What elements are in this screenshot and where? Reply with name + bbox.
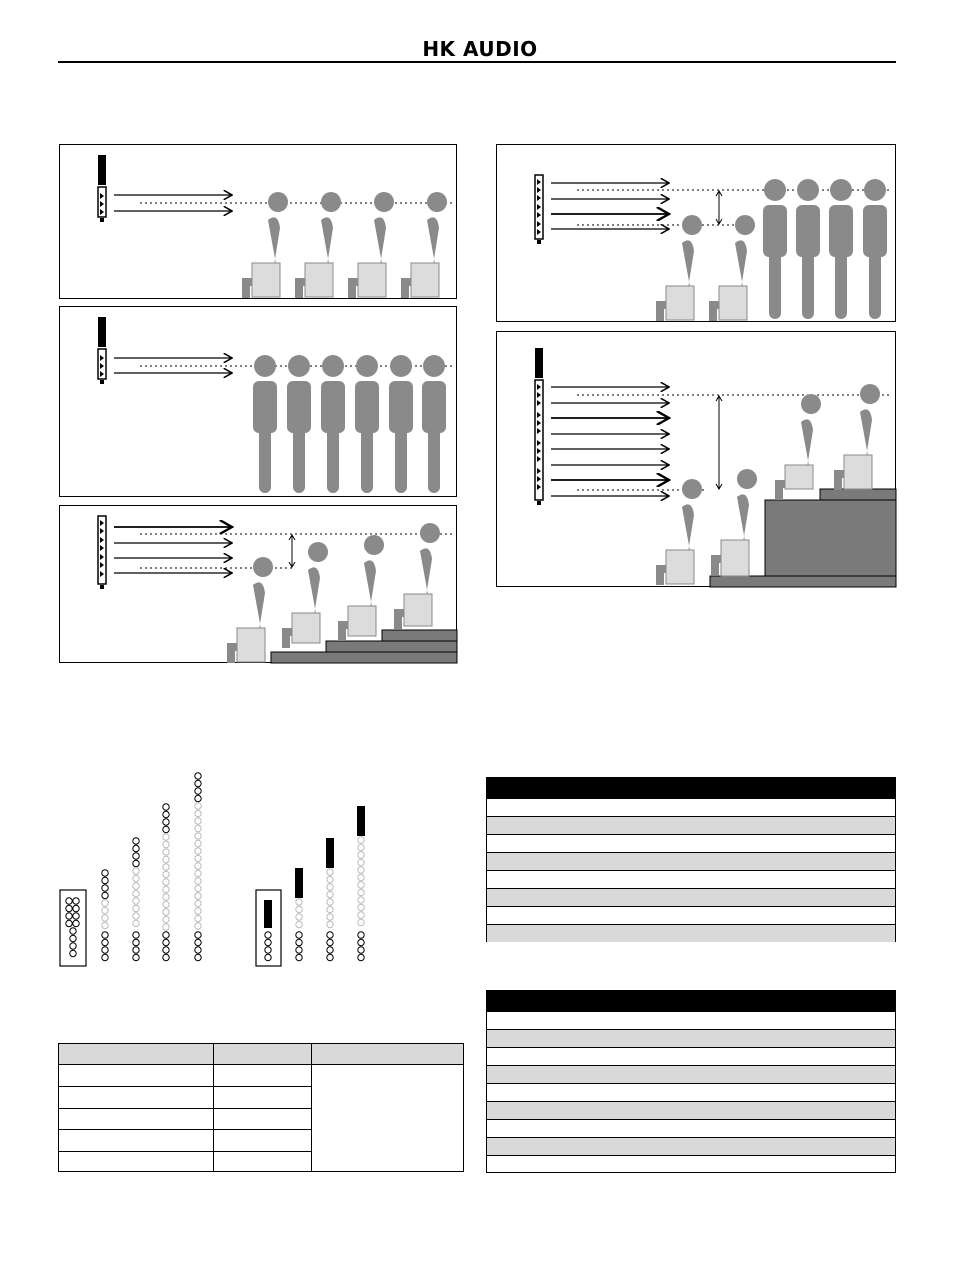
speaker-array-icon [535,175,543,244]
panel-seated-flat [59,144,457,299]
row-divider [59,1129,312,1130]
driver-icon [195,878,201,884]
driver-icon [133,939,139,945]
driver-icon [102,922,108,928]
seated-people [242,192,447,298]
driver-icon [163,947,169,953]
driver-icon [195,855,201,861]
driver-icon [163,856,169,862]
driver-icon [163,909,169,915]
driver-icon [133,954,139,960]
driver-icon [327,884,333,890]
driver-icon [163,901,169,907]
subwoofer-block [326,838,334,868]
table-row [487,870,895,888]
table-row [487,1119,895,1137]
driver-icon [133,853,139,859]
diagram-seated-tiered [60,506,458,664]
driver-icon [327,947,333,953]
driver-icon [133,898,139,904]
spec-table-b [486,990,896,1173]
subwoofer-block [295,868,303,898]
table-row [487,1155,895,1173]
driver-icon [133,860,139,866]
driver-icon [133,947,139,953]
driver-icon [358,867,364,873]
table-row [487,924,895,942]
driver-icon [265,947,271,953]
driver-icon [358,844,364,850]
driver-icon [327,921,333,927]
spec-table-a [486,777,896,942]
driver-icon [66,913,72,919]
driver-icon [296,914,302,920]
table-row [487,834,895,852]
driver-icon [296,921,302,927]
driver-icon [327,914,333,920]
driver-icon [163,932,169,938]
driver-icon [358,904,364,910]
driver-icon [358,837,364,843]
driver-icon [133,932,139,938]
column-config-diagram-a [58,770,228,970]
panel-mixed [496,144,896,322]
driver-icon [195,908,201,914]
driver-icon [163,879,169,885]
driver-icon [163,954,169,960]
driver-icon [327,954,333,960]
driver-icon [133,875,139,881]
driver-icon [195,954,201,960]
driver-icon [163,864,169,870]
driver-icon [73,913,79,919]
standing-people [253,355,446,493]
panel-seated-tiered [59,505,457,663]
driver-icon [102,900,108,906]
table-row [487,1029,895,1047]
driver-icon [163,939,169,945]
diagram-standing-flat [60,307,458,498]
driver-icon [163,834,169,840]
driver-icon [296,954,302,960]
driver-icon [358,932,364,938]
table-header [59,1044,463,1065]
driver-icon [102,939,108,945]
driver-icon [163,826,169,832]
driver-icon [66,905,72,911]
driver-icon [327,876,333,882]
table-header [487,778,895,798]
row-divider [59,1086,312,1087]
driver-icon [195,803,201,809]
speaker-array-icon [98,155,106,222]
driver-icon [163,804,169,810]
driver-icon [133,845,139,851]
driver-icon [195,939,201,945]
driver-icon [102,907,108,913]
driver-icon [70,950,76,956]
driver-icon [195,818,201,824]
table-row [487,1101,895,1119]
logo-text: HK AUDIO [422,37,538,61]
driver-icon [195,780,201,786]
driver-icon [195,825,201,831]
standing-people [763,179,887,319]
row-divider [59,1151,312,1152]
driver-icon [195,788,201,794]
table-row [487,906,895,924]
driver-icon [265,939,271,945]
driver-icon [133,905,139,911]
brand-logo [420,36,540,62]
table-row [487,816,895,834]
table-header [487,991,895,1011]
header-rule [58,61,896,63]
driver-icon [358,852,364,858]
driver-icon [102,947,108,953]
driver-icon [327,891,333,897]
driver-icon [133,913,139,919]
driver-icon [102,877,108,883]
driver-icon [102,885,108,891]
driver-icon [195,773,201,779]
driver-icon [70,928,76,934]
driver-icon [358,954,364,960]
table-row [487,1011,895,1029]
driver-icon [195,915,201,921]
driver-icon [358,874,364,880]
driver-icon [133,868,139,874]
driver-icon [73,898,79,904]
driver-icon [163,871,169,877]
speaker-array-icon [98,516,106,589]
driver-icon [195,885,201,891]
driver-icon [327,939,333,945]
driver-icon [296,906,302,912]
table-row [487,888,895,906]
driver-icon [102,915,108,921]
subwoofer-block [264,900,272,928]
driver-icon [195,870,201,876]
driver-icon [102,954,108,960]
driver-icon [358,912,364,918]
driver-icon [296,947,302,953]
driver-icon [133,890,139,896]
diagram-balcony [497,332,897,588]
driver-icon [327,899,333,905]
driver-icon [195,810,201,816]
driver-icon [296,939,302,945]
driver-icon [163,924,169,930]
driver-icon [195,947,201,953]
table-row [487,1137,895,1155]
driver-icon [327,869,333,875]
driver-icon [102,932,108,938]
table-row [487,1065,895,1083]
driver-icon [358,882,364,888]
speaker-array-icon [535,348,543,505]
driver-icon [358,889,364,895]
driver-icon [163,849,169,855]
driver-icon [73,905,79,911]
diagram-mixed [497,145,897,323]
driver-icon [70,943,76,949]
driver-icon [102,892,108,898]
driver-icon [195,795,201,801]
driver-icon [195,833,201,839]
driver-icon [195,848,201,854]
driver-icon [296,932,302,938]
panel-standing-flat [59,306,457,497]
driver-icon [327,932,333,938]
driver-icon [73,920,79,926]
driver-icon [195,893,201,899]
driver-icon [327,906,333,912]
row-divider [59,1108,312,1109]
driver-icon [163,811,169,817]
table-row [487,852,895,870]
table-row [487,798,895,816]
driver-icon [195,900,201,906]
driver-icon [70,935,76,941]
driver-icon [195,840,201,846]
driver-icon [163,841,169,847]
driver-icon [358,939,364,945]
seated-people [656,215,755,321]
driver-icon [195,932,201,938]
driver-icon [265,932,271,938]
driver-icon [102,870,108,876]
driver-icon [358,859,364,865]
driver-icon [163,894,169,900]
driver-icon [195,863,201,869]
driver-icon [133,883,139,889]
driver-icon [195,923,201,929]
driver-icon [358,947,364,953]
driver-icon [66,920,72,926]
table-row [487,1047,895,1065]
driver-icon [163,819,169,825]
driver-icon [66,898,72,904]
driver-icon [296,899,302,905]
driver-icon [133,838,139,844]
driver-icon [358,919,364,925]
table-row [487,1083,895,1101]
subwoofer-block [357,806,365,836]
diagram-seated-flat [60,145,458,300]
driver-icon [358,897,364,903]
driver-icon [163,886,169,892]
panel-balcony [496,331,896,587]
driver-icon [133,920,139,926]
spec-table-c [58,1043,464,1172]
driver-icon [265,954,271,960]
driver-icon [163,916,169,922]
column-config-diagram-b [253,800,383,970]
speaker-array-icon [98,317,106,384]
